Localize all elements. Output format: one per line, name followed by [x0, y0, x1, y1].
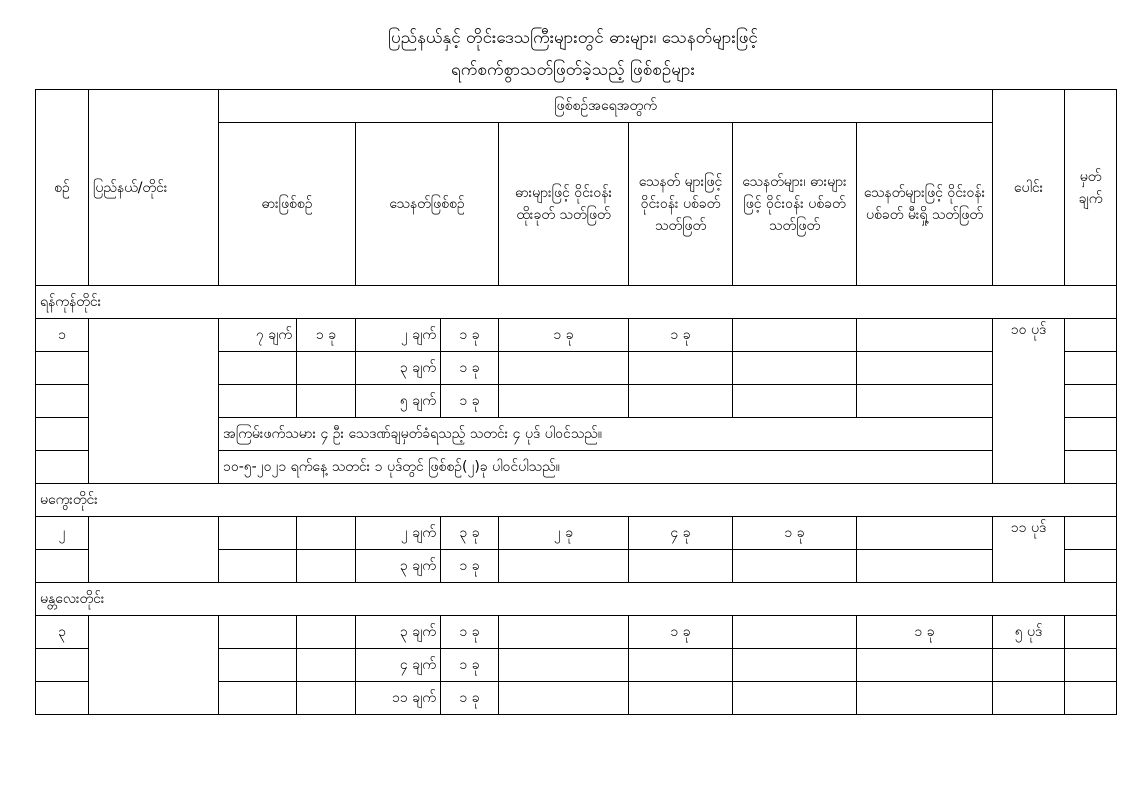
- gun-group-cases: [629, 385, 733, 418]
- remark-cell: [1065, 682, 1117, 715]
- knife-group-cases: [499, 682, 629, 715]
- gun-knife-cases: [733, 616, 857, 649]
- knife-cases: [297, 649, 356, 682]
- gun-knife-cases: [733, 385, 857, 418]
- knife-cases: [297, 550, 356, 583]
- gun-group-cases: ၁ ခု: [629, 616, 733, 649]
- knife-cases: ၁ ခု: [297, 319, 356, 352]
- knife-group-cases: [499, 352, 629, 385]
- gun-cases: ၁ ခု: [441, 682, 499, 715]
- gun-cases: ၁ ခု: [441, 550, 499, 583]
- gun-burn-cases: [857, 517, 993, 550]
- gun-group-cases: [629, 682, 733, 715]
- knife-cases: [297, 616, 356, 649]
- incident-table: [35, 89, 1117, 715]
- knife-cases: [297, 682, 356, 715]
- row-no: [36, 550, 89, 583]
- note-text: ၁၀-၅-၂၀၂၁ ရက်နေ့ သတင်း ၁ ပုဒ်တွင် ဖြစ်စဉ်(၂)ခု ပါဝင်ပါသည်။: [219, 451, 993, 484]
- section-mandalay: မန္တလေးတိုင်း: [36, 583, 1117, 616]
- gun-burn-cases: [857, 352, 993, 385]
- gun-burn-cases: ၁ ခု: [857, 616, 993, 649]
- gun-count: ၅ ချက်: [356, 385, 441, 418]
- document-title-line1: ပြည်နယ်နှင့် တိုင်းဒေသကြီးများတွင် ဓားများ၊ သေနတ်များဖြင့်: [388, 28, 758, 48]
- section-magway: မကွေးတိုင်း: [36, 484, 1117, 517]
- gun-cases: ၁ ခု: [441, 319, 499, 352]
- document-title-line2: ရက်စက်စွာသတ်ဖြတ်ခဲ့သည့် ဖြစ်စဉ်များ: [451, 60, 695, 80]
- total-cell: [993, 649, 1065, 682]
- gun-burn-cases: [857, 550, 993, 583]
- header-remark: မှတ် ချက်: [1065, 90, 1117, 286]
- row-no: [36, 682, 89, 715]
- header-gun-incidents: သေနတ်ဖြစ်စဉ်: [356, 123, 499, 286]
- remark-cell: [1065, 418, 1117, 451]
- total-cell: ၁၁ ပုဒ်: [993, 517, 1065, 583]
- knife-count: [219, 682, 297, 715]
- total-cell: ၅ ပုဒ်: [993, 616, 1065, 649]
- knife-group-cases: [499, 385, 629, 418]
- gun-knife-cases: [733, 319, 857, 352]
- gun-burn-cases: [857, 649, 993, 682]
- remark-cell: [1065, 319, 1117, 352]
- header-knife-incidents: ဓားဖြစ်စဉ်: [219, 123, 356, 286]
- gun-knife-cases: [733, 649, 857, 682]
- knife-count: [219, 517, 297, 550]
- remark-cell: [1065, 649, 1117, 682]
- remark-cell: [1065, 550, 1117, 583]
- knife-cases: [297, 352, 356, 385]
- gun-count: ၂ ချက်: [356, 319, 441, 352]
- gun-group-cases: [629, 352, 733, 385]
- gun-cases: ၁ ခု: [441, 649, 499, 682]
- remark-cell: [1065, 616, 1117, 649]
- gun-cases: ၁ ခု: [441, 352, 499, 385]
- gun-knife-cases: ၁ ခု: [733, 517, 857, 550]
- remark-cell: [1065, 385, 1117, 418]
- knife-count: [219, 352, 297, 385]
- state-cell: [89, 517, 219, 583]
- row-no: ၃: [36, 616, 89, 649]
- knife-group-cases: ၁ ခု: [499, 319, 629, 352]
- gun-cases: ၁ ခု: [441, 616, 499, 649]
- row-no: ၂: [36, 517, 89, 550]
- knife-count: [219, 385, 297, 418]
- knife-cases: [297, 517, 356, 550]
- gun-group-cases: [629, 550, 733, 583]
- gun-count: ၃ ချက်: [356, 616, 441, 649]
- gun-count: ၁၁ ချက်: [356, 682, 441, 715]
- knife-group-cases: [499, 616, 629, 649]
- remark-cell: [1065, 517, 1117, 550]
- total-cell: [993, 682, 1065, 715]
- knife-count: ၇ ချက်: [219, 319, 297, 352]
- gun-burn-cases: [857, 385, 993, 418]
- knife-cases: [297, 385, 356, 418]
- state-cell: [89, 616, 219, 715]
- gun-knife-cases: [733, 352, 857, 385]
- remark-cell: [1065, 451, 1117, 484]
- header-incident-count: ဖြစ်စဉ်အရေအတွက်: [219, 90, 993, 123]
- row-no: [36, 352, 89, 385]
- gun-burn-cases: [857, 682, 993, 715]
- row-no: [36, 418, 89, 451]
- header-no: စဉ်: [36, 90, 89, 286]
- header-gun-knife-group: သေနတ်များ၊ ဓားများဖြင့် ဝိုင်းဝန်း ပစ်ခတ် သတ်ဖြတ်: [733, 123, 857, 286]
- gun-burn-cases: [857, 319, 993, 352]
- gun-group-cases: ၄ ခု: [629, 517, 733, 550]
- knife-group-cases: [499, 550, 629, 583]
- section-yangon: ရန်ကုန်တိုင်း: [36, 286, 1117, 319]
- header-knife-group-stab: ဓားများဖြင့် ဝိုင်းဝန်း ထိုးခုတ် သတ်ဖြတ်: [499, 123, 629, 286]
- header-state: ပြည်နယ်/တိုင်း: [89, 90, 219, 286]
- gun-count: ၂ ချက်: [356, 517, 441, 550]
- row-no: [36, 649, 89, 682]
- header-gun-group-shoot: သေနတ် များဖြင့် ဝိုင်းဝန်း ပစ်ခတ် သတ်ဖြတ်: [629, 123, 733, 286]
- remark-cell: [1065, 352, 1117, 385]
- knife-count: [219, 616, 297, 649]
- total-cell: ၁၀ ပုဒ်: [993, 319, 1065, 484]
- gun-count: ၄ ချက်: [356, 649, 441, 682]
- header-gun-group-burn: သေနတ်များဖြင့် ဝိုင်းဝန်းပစ်ခတ် မီးရှို့ သတ်ဖြတ်: [857, 123, 993, 286]
- knife-group-cases: ၂ ခု: [499, 517, 629, 550]
- table-row: [36, 517, 1117, 550]
- gun-knife-cases: [733, 682, 857, 715]
- state-cell: [89, 319, 219, 484]
- gun-group-cases: [629, 649, 733, 682]
- gun-knife-cases: [733, 550, 857, 583]
- header-total: ပေါင်း: [993, 90, 1065, 286]
- table-row: [36, 616, 1117, 649]
- row-no: [36, 451, 89, 484]
- gun-count: ၃ ချက်: [356, 352, 441, 385]
- knife-count: [219, 649, 297, 682]
- knife-count: [219, 550, 297, 583]
- gun-count: ၃ ချက်: [356, 550, 441, 583]
- gun-group-cases: ၁ ခု: [629, 319, 733, 352]
- table-row: [36, 319, 1117, 352]
- note-text: အကြမ်းဖက်သမား ၄ ဦး သေဒဏ်ချမှတ်ခံရသည့် သတင်း ၄ ပုဒ် ပါဝင်သည်။: [219, 418, 993, 451]
- gun-cases: ၁ ခု: [441, 385, 499, 418]
- knife-group-cases: [499, 649, 629, 682]
- row-no: ၁: [36, 319, 89, 352]
- row-no: [36, 385, 89, 418]
- gun-cases: ၃ ခု: [441, 517, 499, 550]
